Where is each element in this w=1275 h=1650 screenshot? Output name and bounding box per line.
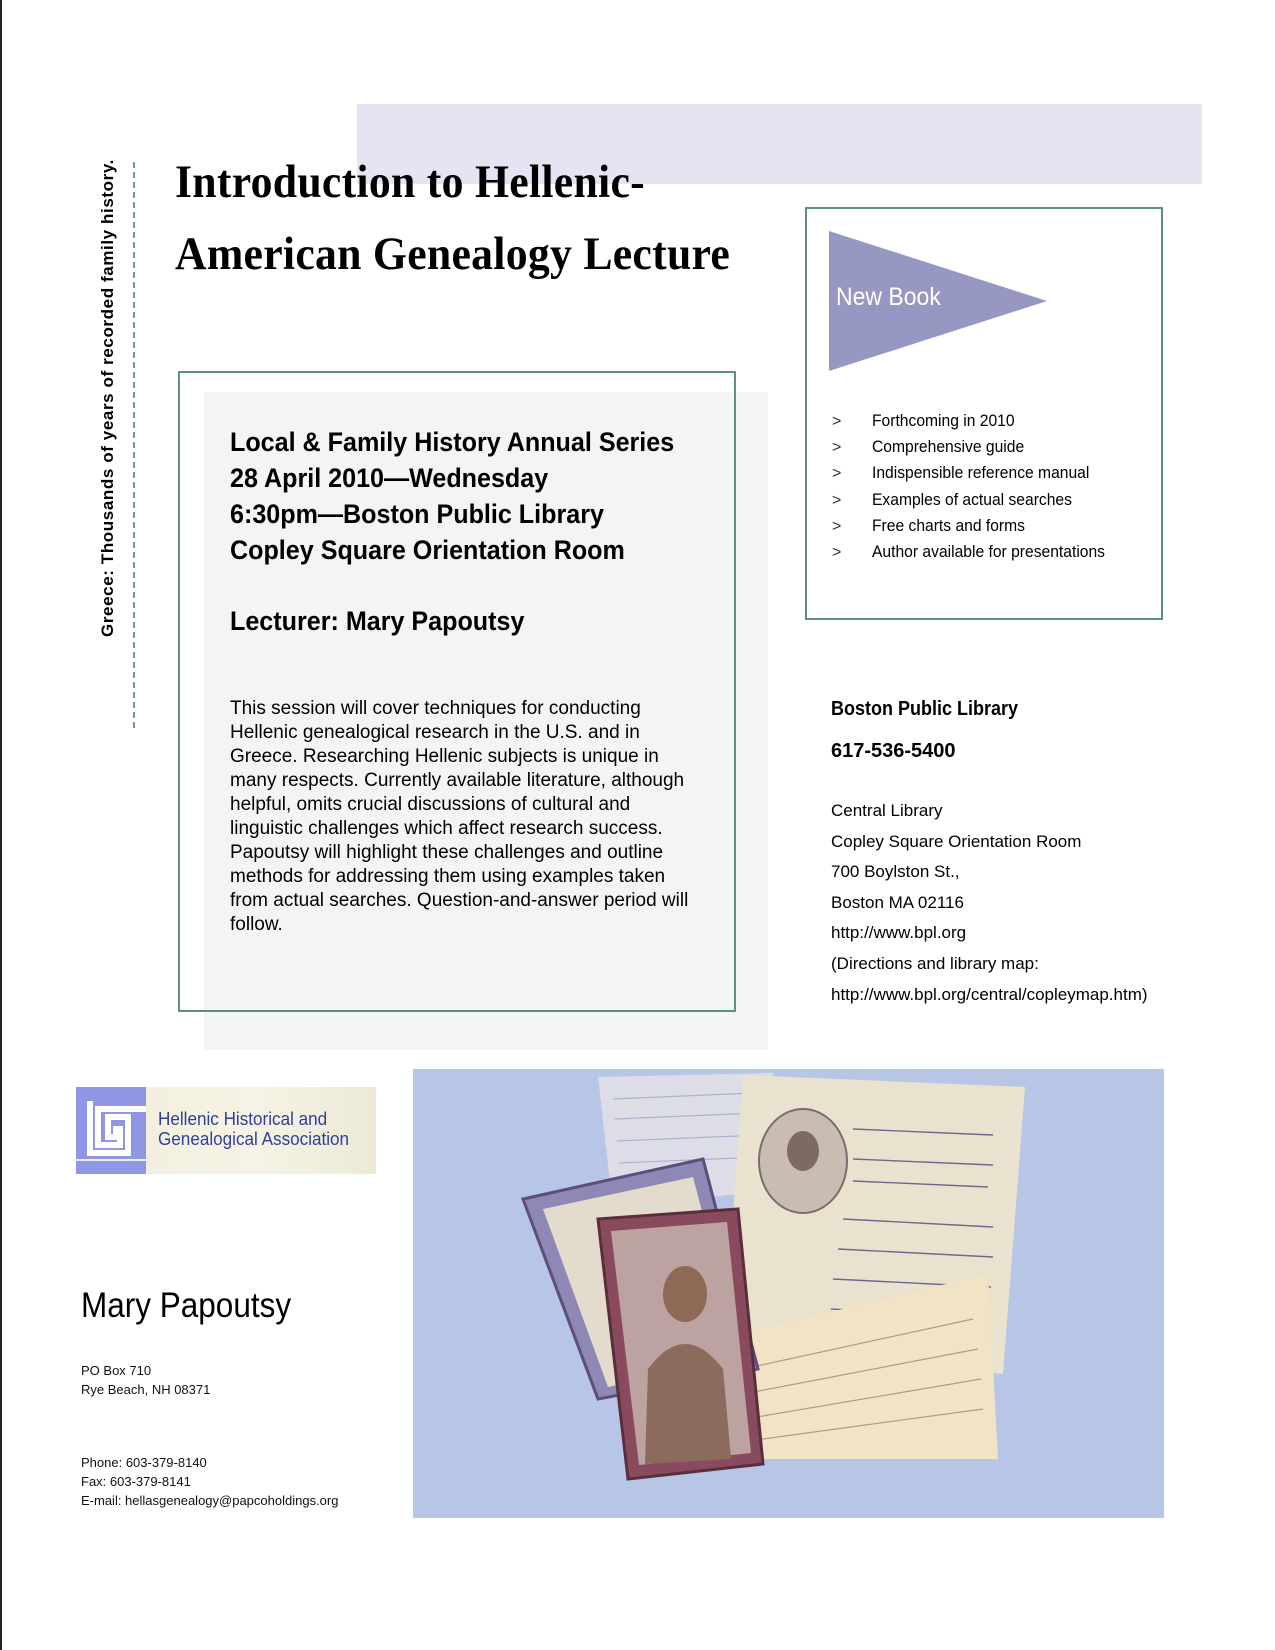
chevron-right-icon: > [832, 439, 842, 457]
vertical-tagline: Greece: Thousands of years of recorded family history. [98, 159, 117, 637]
new-book-label: New Book [836, 283, 941, 311]
title-line-1: Introduction to Hellenic- [175, 156, 645, 208]
address-line: Central Library [831, 801, 943, 820]
new-book-list [832, 408, 1152, 565]
contact-fax: Fax: 603-379-8141 [81, 1474, 191, 1489]
logo-text [158, 1109, 349, 1149]
hhga-logo [76, 1087, 376, 1174]
greek-key-icon [76, 1087, 146, 1174]
left-border-line [0, 0, 2, 1650]
library-map-link[interactable]: http://www.bpl.org/central/copleymap.htm) [831, 984, 1148, 1004]
library-name: Boston Public Library [831, 698, 1019, 720]
chevron-right-icon: > [832, 465, 842, 483]
address-line: Copley Square Orientation Room [831, 831, 1082, 851]
contact-name: Mary Papoutsy [81, 1286, 292, 1325]
contact-po-box: PO Box 710 [81, 1363, 152, 1378]
list-item: > Forthcoming in 2010 [832, 408, 1152, 434]
library-info [831, 696, 1251, 1010]
address-line: Boston MA 02116 [831, 892, 964, 912]
event-lecturer: Lecturer: Mary Papoutsy [230, 606, 525, 636]
chevron-right-icon: > [832, 517, 842, 535]
event-details [230, 424, 710, 568]
event-time-place: 6:30pm—Boston Public Library [230, 499, 604, 529]
library-address [831, 796, 1251, 1010]
event-room: Copley Square Orientation Room [230, 535, 625, 565]
contact-city: Rye Beach, NH 08371 [81, 1382, 211, 1397]
contact-phone: Phone: 603-379-8140 [81, 1455, 207, 1470]
page-title [175, 146, 733, 290]
list-item: > Free charts and forms [832, 513, 1152, 539]
contact-email[interactable]: E-mail: hellasgenealogy@papcoholdings.org [81, 1493, 339, 1508]
chevron-right-icon: > [832, 543, 842, 561]
address-line: 700 Boylston St., [831, 862, 960, 882]
list-item: > Examples of actual searches [832, 487, 1152, 513]
vertical-tagline-container [95, 157, 121, 637]
logo-line-2: Genealogical Association [158, 1129, 350, 1149]
list-item: > Indispensible reference manual [832, 460, 1152, 486]
chevron-right-icon: > [832, 413, 842, 430]
chevron-right-icon: > [832, 491, 842, 509]
title-line-2: American Genealogy Lecture [175, 228, 731, 280]
logo-line-1: Hellenic Historical and [158, 1109, 328, 1129]
event-series: Local & Family History Annual Series [230, 427, 675, 457]
list-item: > Comprehensive guide [832, 434, 1152, 460]
event-date: 28 April 2010—Wednesday [230, 463, 549, 493]
address-line: (Directions and library map: [831, 953, 1039, 973]
event-description: This session will cover techniques for conducting Hellenic genealogical research in the U.S. and in Greece. Researching Hellenic subjects is unique in many respects. Currently available literature, although helpful, omits crucial discussions of cultural and linguistic challenges which affect research success. Papoutsy will highlight these challenges and outline methods for addressing them using examples taken from actual searches. Question-and-answer period will follow. [230, 698, 689, 935]
library-website-link[interactable]: http://www.bpl.org [831, 923, 967, 943]
library-phone: 617-536-5400 [831, 740, 956, 762]
list-item: > Author available for presentations [832, 539, 1152, 565]
vintage-documents-photo [413, 1069, 1164, 1518]
dashed-divider [133, 162, 135, 728]
